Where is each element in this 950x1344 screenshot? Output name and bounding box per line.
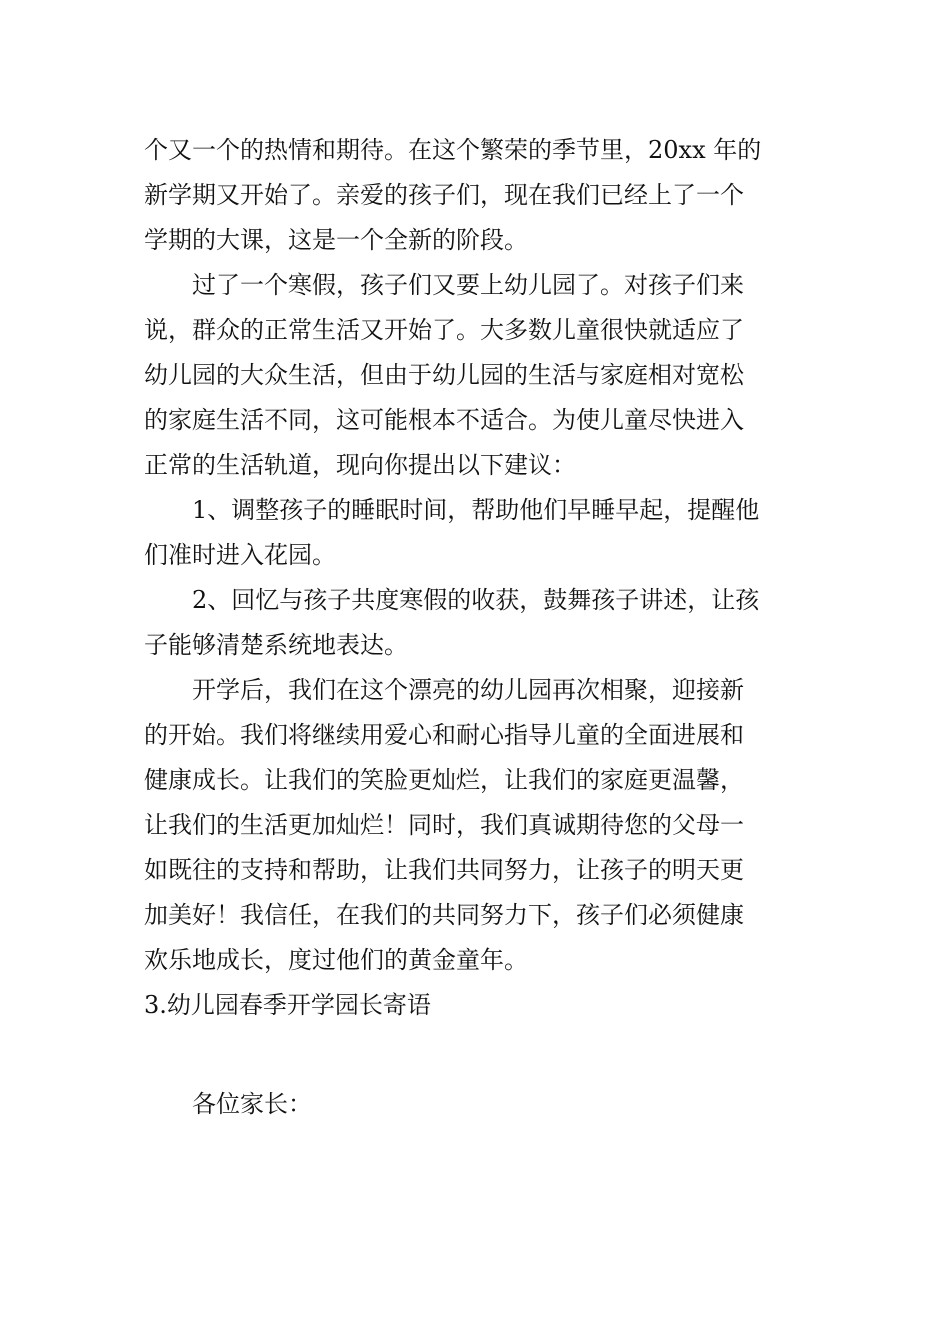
body-line: 正常的生活轨道，现向你提出以下建议：: [144, 451, 576, 479]
blank-spacer: [144, 1028, 808, 1082]
body-line: 如既往的支持和帮助，让我们共同努力，让孩子的明天更: [144, 856, 744, 884]
body-line: 新学期又开始了。亲爱的孩子们，现在我们已经上了一个: [144, 181, 744, 209]
body-line: 们准时进入花园。: [144, 541, 336, 569]
body-line: 过了一个寒假，孩子们又要上幼儿园了。对孩子们来: [192, 271, 744, 299]
document-body: [144, 128, 808, 1127]
body-line: 的家庭生活不同，这可能根本不适合。为使儿童尽快进入: [144, 406, 744, 434]
body-line: 加美好！我信任，在我们的共同努力下，孩子们必须健康: [144, 901, 744, 929]
body-line: 让我们的生活更加灿烂！同时，我们真诚期待您的父母一: [144, 811, 744, 839]
body-line: 的开始。我们将继续用爱心和耐心指导儿童的全面进展和: [144, 721, 744, 749]
section-heading: 3.幼儿园春季开学园长寄语: [144, 991, 431, 1019]
body-line: 1、调整孩子的睡眠时间，帮助他们早睡早起，提醒他: [192, 496, 760, 524]
body-line: 幼儿园的大众生活，但由于幼儿园的生活与家庭相对宽松: [144, 361, 744, 389]
body-line: 开学后，我们在这个漂亮的幼儿园再次相聚，迎接新: [192, 676, 744, 704]
salutation: 各位家长：: [192, 1090, 312, 1118]
body-line: 2、回忆与孩子共度寒假的收获，鼓舞孩子讲述，让孩: [192, 586, 760, 614]
body-line: 健康成长。让我们的笑脸更灿烂，让我们的家庭更温馨，: [144, 766, 744, 794]
body-line: 欢乐地成长，度过他们的黄金童年。: [144, 946, 528, 974]
body-line: 学期的大课，这是一个全新的阶段。: [144, 226, 528, 254]
body-line: 子能够清楚系统地表达。: [144, 631, 408, 659]
body-line: 说，群众的正常生活又开始了。大多数儿童很快就适应了: [144, 316, 744, 344]
body-line: 个又一个的热情和期待。在这个繁荣的季节里，20xx 年的: [144, 136, 762, 164]
